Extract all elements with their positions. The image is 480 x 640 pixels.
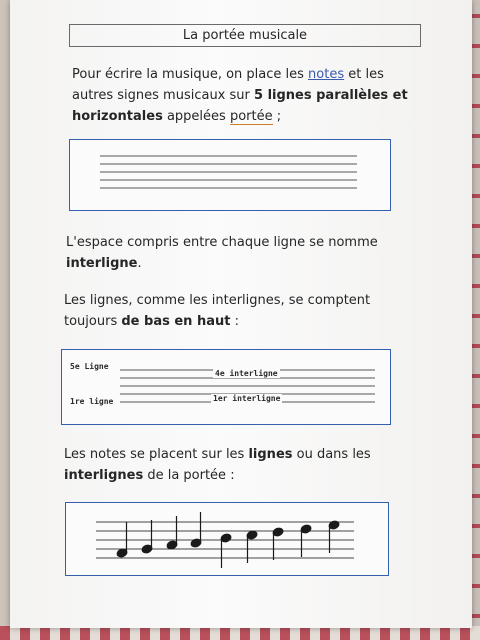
interligne-text-2: .: [137, 256, 142, 271]
staff-1-svg: [70, 140, 390, 210]
first-line-label: 1re ligne: [70, 397, 114, 406]
counting-paragraph: [64, 290, 419, 332]
notes-link[interactable]: notes: [308, 67, 345, 82]
fifth-line-label: 5e Ligne: [70, 362, 109, 371]
notes-text-1: Les notes se placent sur les: [64, 447, 249, 462]
counting-text-1: Les lignes, comme les interlignes, se comptent toujours: [64, 293, 371, 329]
interligne-bold: interligne: [66, 256, 138, 271]
interligne-paragraph: [66, 232, 416, 274]
interligne-text-1: L'espace compris entre chaque ligne se nomme: [66, 235, 378, 250]
page-title-text: La portée musicale: [182, 28, 308, 43]
notes-paragraph: [64, 444, 414, 486]
staff-example-2: [61, 349, 391, 425]
first-space-label: 1er interligne: [213, 394, 281, 403]
staff-2-svg: [62, 350, 390, 424]
notes-text-2: ou dans les: [292, 447, 371, 462]
intro-bold: 5 lignes parallèles et horizontales: [72, 88, 408, 124]
page-title: [69, 24, 421, 47]
fourth-space-label: 4e interligne: [215, 369, 278, 378]
portee-word: portée: [229, 109, 273, 124]
intro-text-1: Pour écrire la musique, on place les: [72, 67, 309, 82]
counting-bold: de bas en haut: [121, 314, 231, 329]
intro-text-4: ;: [272, 109, 282, 124]
staff-example-1: [69, 139, 391, 211]
counting-text-2: :: [230, 314, 239, 329]
intro-paragraph: [72, 64, 412, 127]
intro-text-3: appelées: [162, 109, 230, 124]
staff-example-notes: [65, 502, 389, 576]
worksheet-page: [10, 0, 472, 628]
notes-bold-interlignes: interlignes: [64, 468, 144, 483]
notes-bold-lignes: lignes: [248, 447, 293, 462]
intro-text-2: et les autres signes musicaux sur: [72, 67, 384, 103]
background-bottom-tablecloth: [0, 626, 480, 640]
staff-3-svg: [66, 503, 388, 575]
notes-text-3: de la portée :: [143, 468, 235, 483]
